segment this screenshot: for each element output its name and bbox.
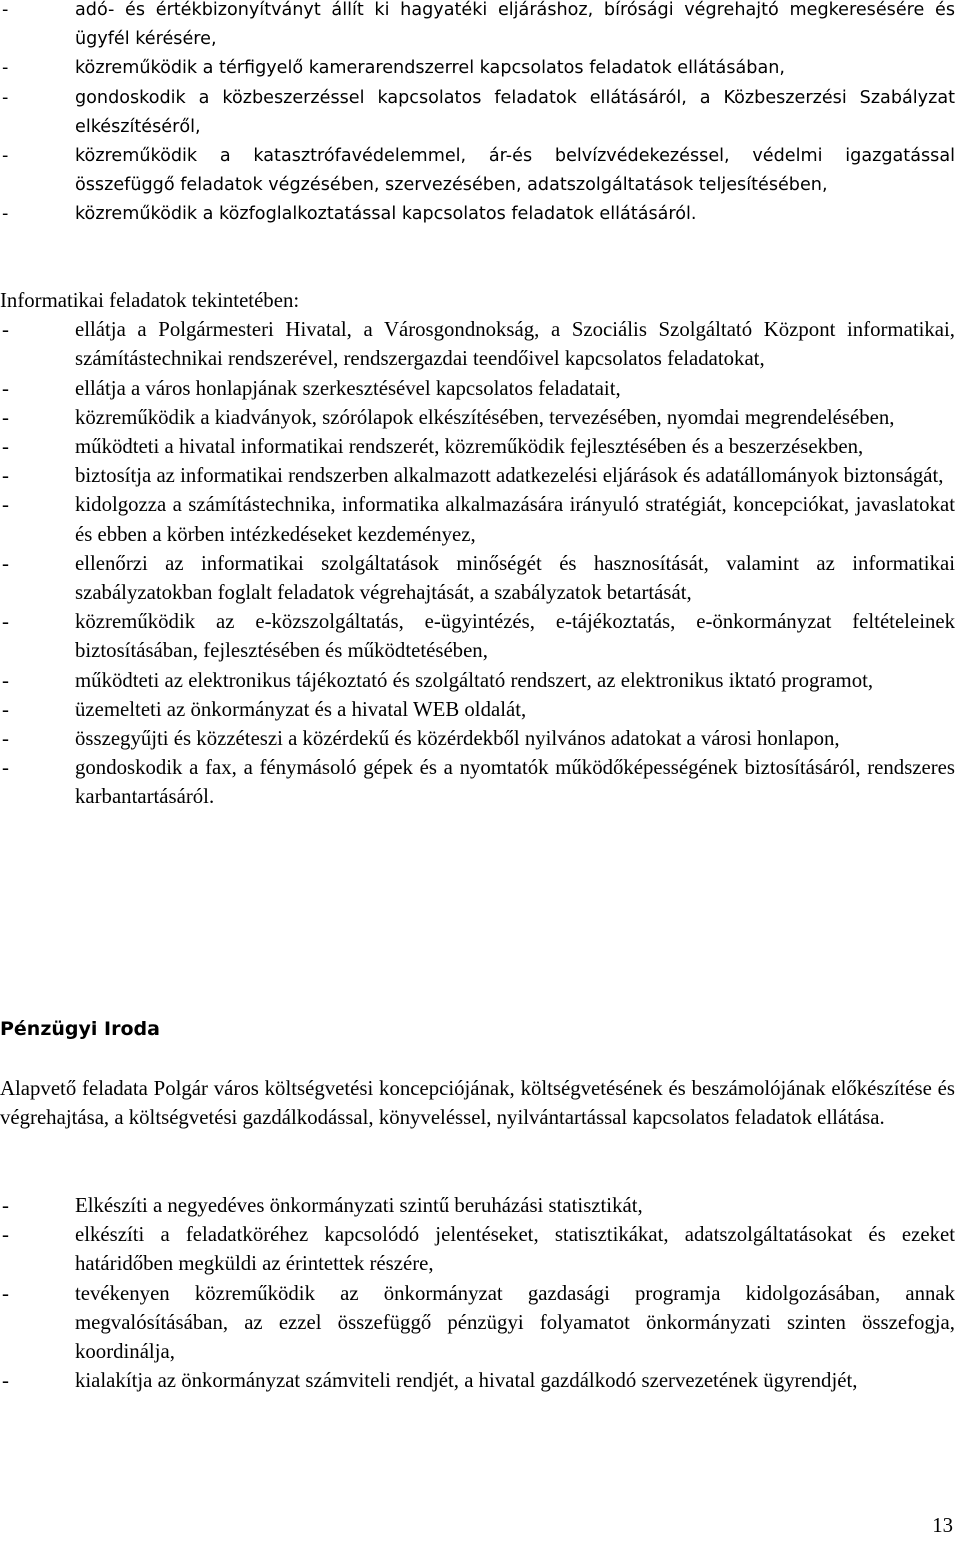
list-item-text: közreműködik a közfoglalkoztatással kapcsolatos feladatok ellátásáról.	[75, 204, 697, 225]
list-item	[0, 0, 955, 54]
bullet-dash: -	[2, 697, 9, 721]
list-item-text: Elkészíti a negyedéves önkormányzati szintű beruházási statisztikát,	[75, 1194, 643, 1217]
list-item-text: közreműködik a katasztrófavédelemmel, ár-és belvízvédekezéssel, védelmi igazgatással összefüggő feladatok végzésében, szervezésében, adatszolgáltatások teljesítésében,	[75, 146, 955, 196]
bullet-dash: -	[2, 493, 9, 517]
list-item-text: biztosítja az informatikai rendszerben alkalmazott adatkezelési eljárások és adatállományok biztonságát,	[75, 464, 944, 488]
bullet-dash: -	[2, 1369, 9, 1393]
bullet-dash: -	[2, 1194, 9, 1217]
page-number: 13	[932, 1514, 953, 1537]
bullet-dash: -	[2, 668, 9, 692]
list-item	[0, 490, 955, 548]
list-item	[0, 607, 955, 665]
bullet-dash: -	[2, 551, 9, 575]
finance-heading: Pénzügyi Iroda	[0, 1018, 160, 1040]
finance-heading-block	[0, 1015, 955, 1044]
list-item-text: kialakítja az önkormányzat számviteli rendjét, a hivatal gazdálkodó szervezetének ügyrendjét,	[75, 1369, 858, 1393]
list-item-text: közreműködik az e-közszolgáltatás, e-ügyintézés, e-tájékoztatás, e-önkormányzat feltételeinek biztosításában, fejlesztésében és működtetésében,	[75, 610, 955, 663]
informatics-task-list	[0, 315, 955, 811]
bullet-dash: -	[2, 376, 9, 400]
list-item-text: tevékenyen közreműködik az önkormányzat gazdasági programja kidolgozásában, annak megvalósításában, az ezzel összefüggő pénzügyi folyamatot önkormányzati szinten összefogja, koordinálja,	[75, 1281, 955, 1364]
bullet-dash: -	[2, 146, 9, 167]
informatics-heading: Informatikai feladatok tekintetében:	[0, 289, 300, 312]
list-item	[0, 724, 955, 753]
informatics-section	[0, 286, 955, 812]
bullet-dash: -	[2, 87, 9, 108]
list-item-text: összegyűjti és közzéteszi a közérdekű és közérdekből nyilvános adatokat a városi honlapon,	[75, 727, 840, 751]
list-item	[0, 549, 955, 607]
list-item	[0, 1220, 955, 1278]
list-item	[0, 403, 955, 432]
bullet-dash: -	[2, 727, 9, 751]
bullet-dash: -	[2, 58, 9, 79]
list-item-text: gondoskodik a közbeszerzéssel kapcsolatos feladatok ellátásáról, a Közbeszerzési Szabályzat elkészítéséről,	[75, 87, 955, 137]
bullet-dash: -	[2, 610, 9, 634]
list-item	[0, 315, 955, 373]
list-item	[0, 142, 955, 200]
list-item	[0, 84, 955, 142]
list-item	[0, 54, 955, 83]
finance-intro: Alapvető feladata Polgár város költségvetési koncepciójának, költségvetésének és beszámolójának előkészítése és végrehajtása, a költségvetési gazdálkodással, könyveléssel, nyilvántartással kapcsolatos feladatok ellátása.	[0, 1077, 955, 1130]
bullet-dash: -	[2, 1281, 9, 1305]
finance-task-list	[0, 1191, 955, 1395]
list-item	[0, 695, 955, 724]
bullet-dash: -	[2, 405, 9, 429]
list-item-text: működteti a hivatal informatikai rendszerét, közreműködik fejlesztésében és a beszerzésekben,	[75, 435, 864, 459]
bullet-dash: -	[2, 204, 9, 225]
bullet-dash: -	[2, 464, 9, 488]
list-item	[0, 753, 955, 811]
list-item	[0, 432, 955, 461]
list-item-text: közreműködik a térfigyelő kamerarendszerrel kapcsolatos feladatok ellátásában,	[75, 58, 785, 79]
list-item	[0, 374, 955, 403]
list-item-text: adó- és értékbizonyítványt állít ki hagyatéki eljáráshoz, bírósági végrehajtó megkeresésére és ügyfél kérésére,	[75, 0, 955, 50]
list-item	[0, 1366, 955, 1395]
list-item-text: közreműködik a kiadványok, szórólapok elkészítésében, tervezésében, nyomdai megrendelésében,	[75, 405, 895, 429]
list-item-text: ellátja a Polgármesteri Hivatal, a Városgondnokság, a Szociális Szolgáltató Központ informatikai, számítástechnikai rendszerével, rendszergazdai teendőivel kapcsolatos feladatokat,	[75, 318, 955, 371]
list-item-text: gondoskodik a fax, a fénymásoló gépek és a nyomtatók működőképességének biztosításáról, rendszeres karbantartásáról.	[75, 756, 955, 809]
bullet-dash: -	[2, 318, 9, 342]
list-item	[0, 461, 955, 490]
list-item-text: működteti az elektronikus tájékoztató és szolgáltató rendszert, az elektronikus iktató programot,	[75, 668, 874, 692]
list-item	[0, 200, 955, 229]
top-task-list	[0, 0, 955, 230]
list-item-text: elkészíti a feladatköréhez kapcsolódó jelentéseket, statisztikákat, adatszolgáltatásokat és ezeket határidőben megküldi az érintettek részére,	[75, 1223, 955, 1276]
list-item	[0, 666, 955, 695]
bullet-dash: -	[2, 0, 9, 20]
bullet-dash: -	[2, 435, 9, 459]
list-item	[0, 1191, 955, 1220]
bullet-dash: -	[2, 756, 9, 780]
list-item-text: kidolgozza a számítástechnika, informatika alkalmazására irányuló stratégiát, koncepciókat, javaslatokat és ebben a körben intézkedéseket kezdeményez,	[75, 493, 955, 546]
bullet-dash: -	[2, 1223, 9, 1247]
list-item-text: ellátja a város honlapjának szerkesztésével kapcsolatos feladatait,	[75, 376, 621, 400]
list-item-text: ellenőrzi az informatikai szolgáltatások minőségét és hasznosítását, valamint az informatikai szabályzatokban foglalt feladatok végrehajtását, a szabályzatok betartását,	[75, 551, 955, 605]
list-item-text: üzemelteti az önkormányzat és a hivatal WEB oldalát,	[75, 697, 527, 721]
list-item	[0, 1279, 955, 1367]
